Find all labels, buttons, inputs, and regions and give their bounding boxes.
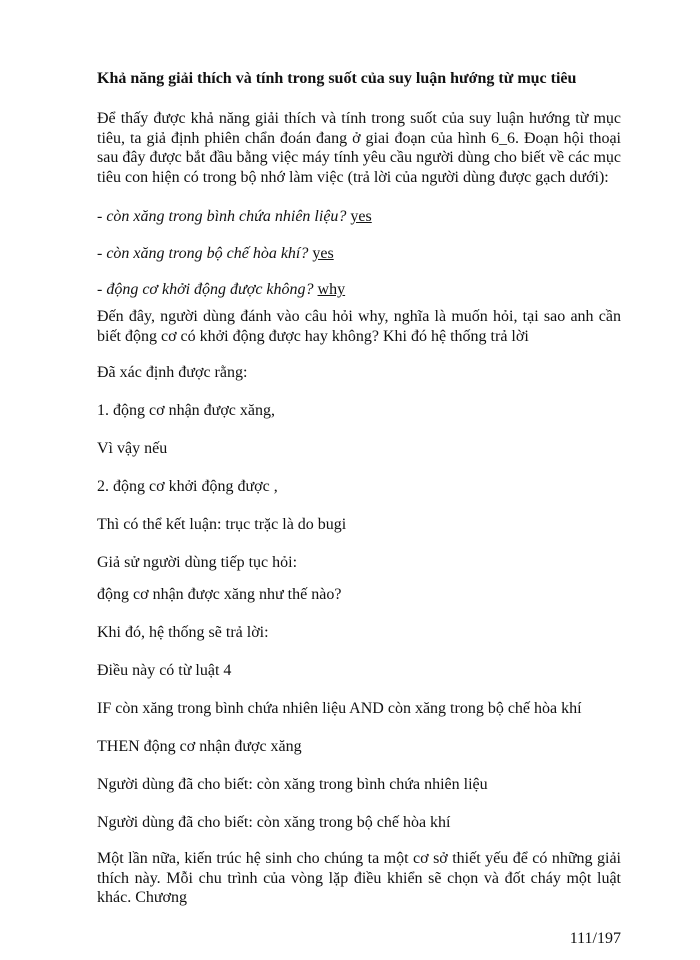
dialog-line [97,280,621,300]
dialog-answer: yes [312,245,334,262]
body-paragraph: Một lần nữa, kiến trúc hệ sinh cho chúng ta một cơ sở thiết yếu để có những giải thích này. Mỗi chu trình của vòng lặp điều khiển sẽ chọn và đốt cháy một luật khác. Chương [97,850,621,907]
dialog-answer: yes [350,208,372,225]
dialog-question: - còn xăng trong bình chứa nhiên liệu? [97,208,347,225]
page-number: 111/197 [569,930,621,947]
body-line: 1. động cơ nhận được xăng, [97,402,275,419]
rule-if-line: IF còn xăng trong bình chứa nhiên liệu AND còn xăng trong bộ chế hòa khí [97,700,582,717]
dialog-question: - động cơ khởi động được không? [97,281,314,298]
dialog-answer: why [317,281,346,298]
body-line: Người dùng đã cho biết: còn xăng trong bình chứa nhiên liệu [97,776,488,793]
body-line: Vì vậy nếu [97,440,168,457]
dialog-question: - còn xăng trong bộ chế hòa khí? [97,245,309,262]
body-line: Giả sử người dùng tiếp tục hỏi: [97,554,298,571]
dialog-line [97,244,621,264]
body-line: Người dùng đã cho biết: còn xăng trong bộ chế hòa khí [97,814,451,831]
body-line: Điều này có từ luật 4 [97,662,232,679]
dialog-line [97,207,621,227]
rule-then-line: THEN động cơ nhận được xăng [97,738,302,755]
body-line: động cơ nhận được xăng như thế nào? [97,586,342,603]
section-heading: Khả năng giải thích và tính trong suốt của suy luận hướng từ mục tiêu [97,70,577,87]
body-line: Thì có thể kết luận: trục trặc là do bugi [97,516,347,533]
intro-paragraph: Để thấy được khả năng giải thích và tính trong suốt của suy luận hướng từ mục tiêu, ta giả định phiên chẩn đoán đang ở giai đoạn của hình 6_6. Đoạn hội thoại sau đây được bắt đầu bằng việc máy tính yêu cầu người dùng cho biết về các mục tiêu con hiện có trong bộ nhớ làm việc (trả lời của người dùng được gạch dưới): [97,110,621,186]
body-line: Khi đó, hệ thống sẽ trả lời: [97,624,269,641]
body-line: Đã xác định được rằng: [97,364,248,381]
body-paragraph: Đến đây, người dùng đánh vào câu hỏi why, nghĩa là muốn hỏi, tại sao anh cần biết động cơ có khởi động được hay không? Khi đó hệ thống trả lời [97,308,621,345]
body-line: 2. động cơ khởi động được , [97,478,278,495]
